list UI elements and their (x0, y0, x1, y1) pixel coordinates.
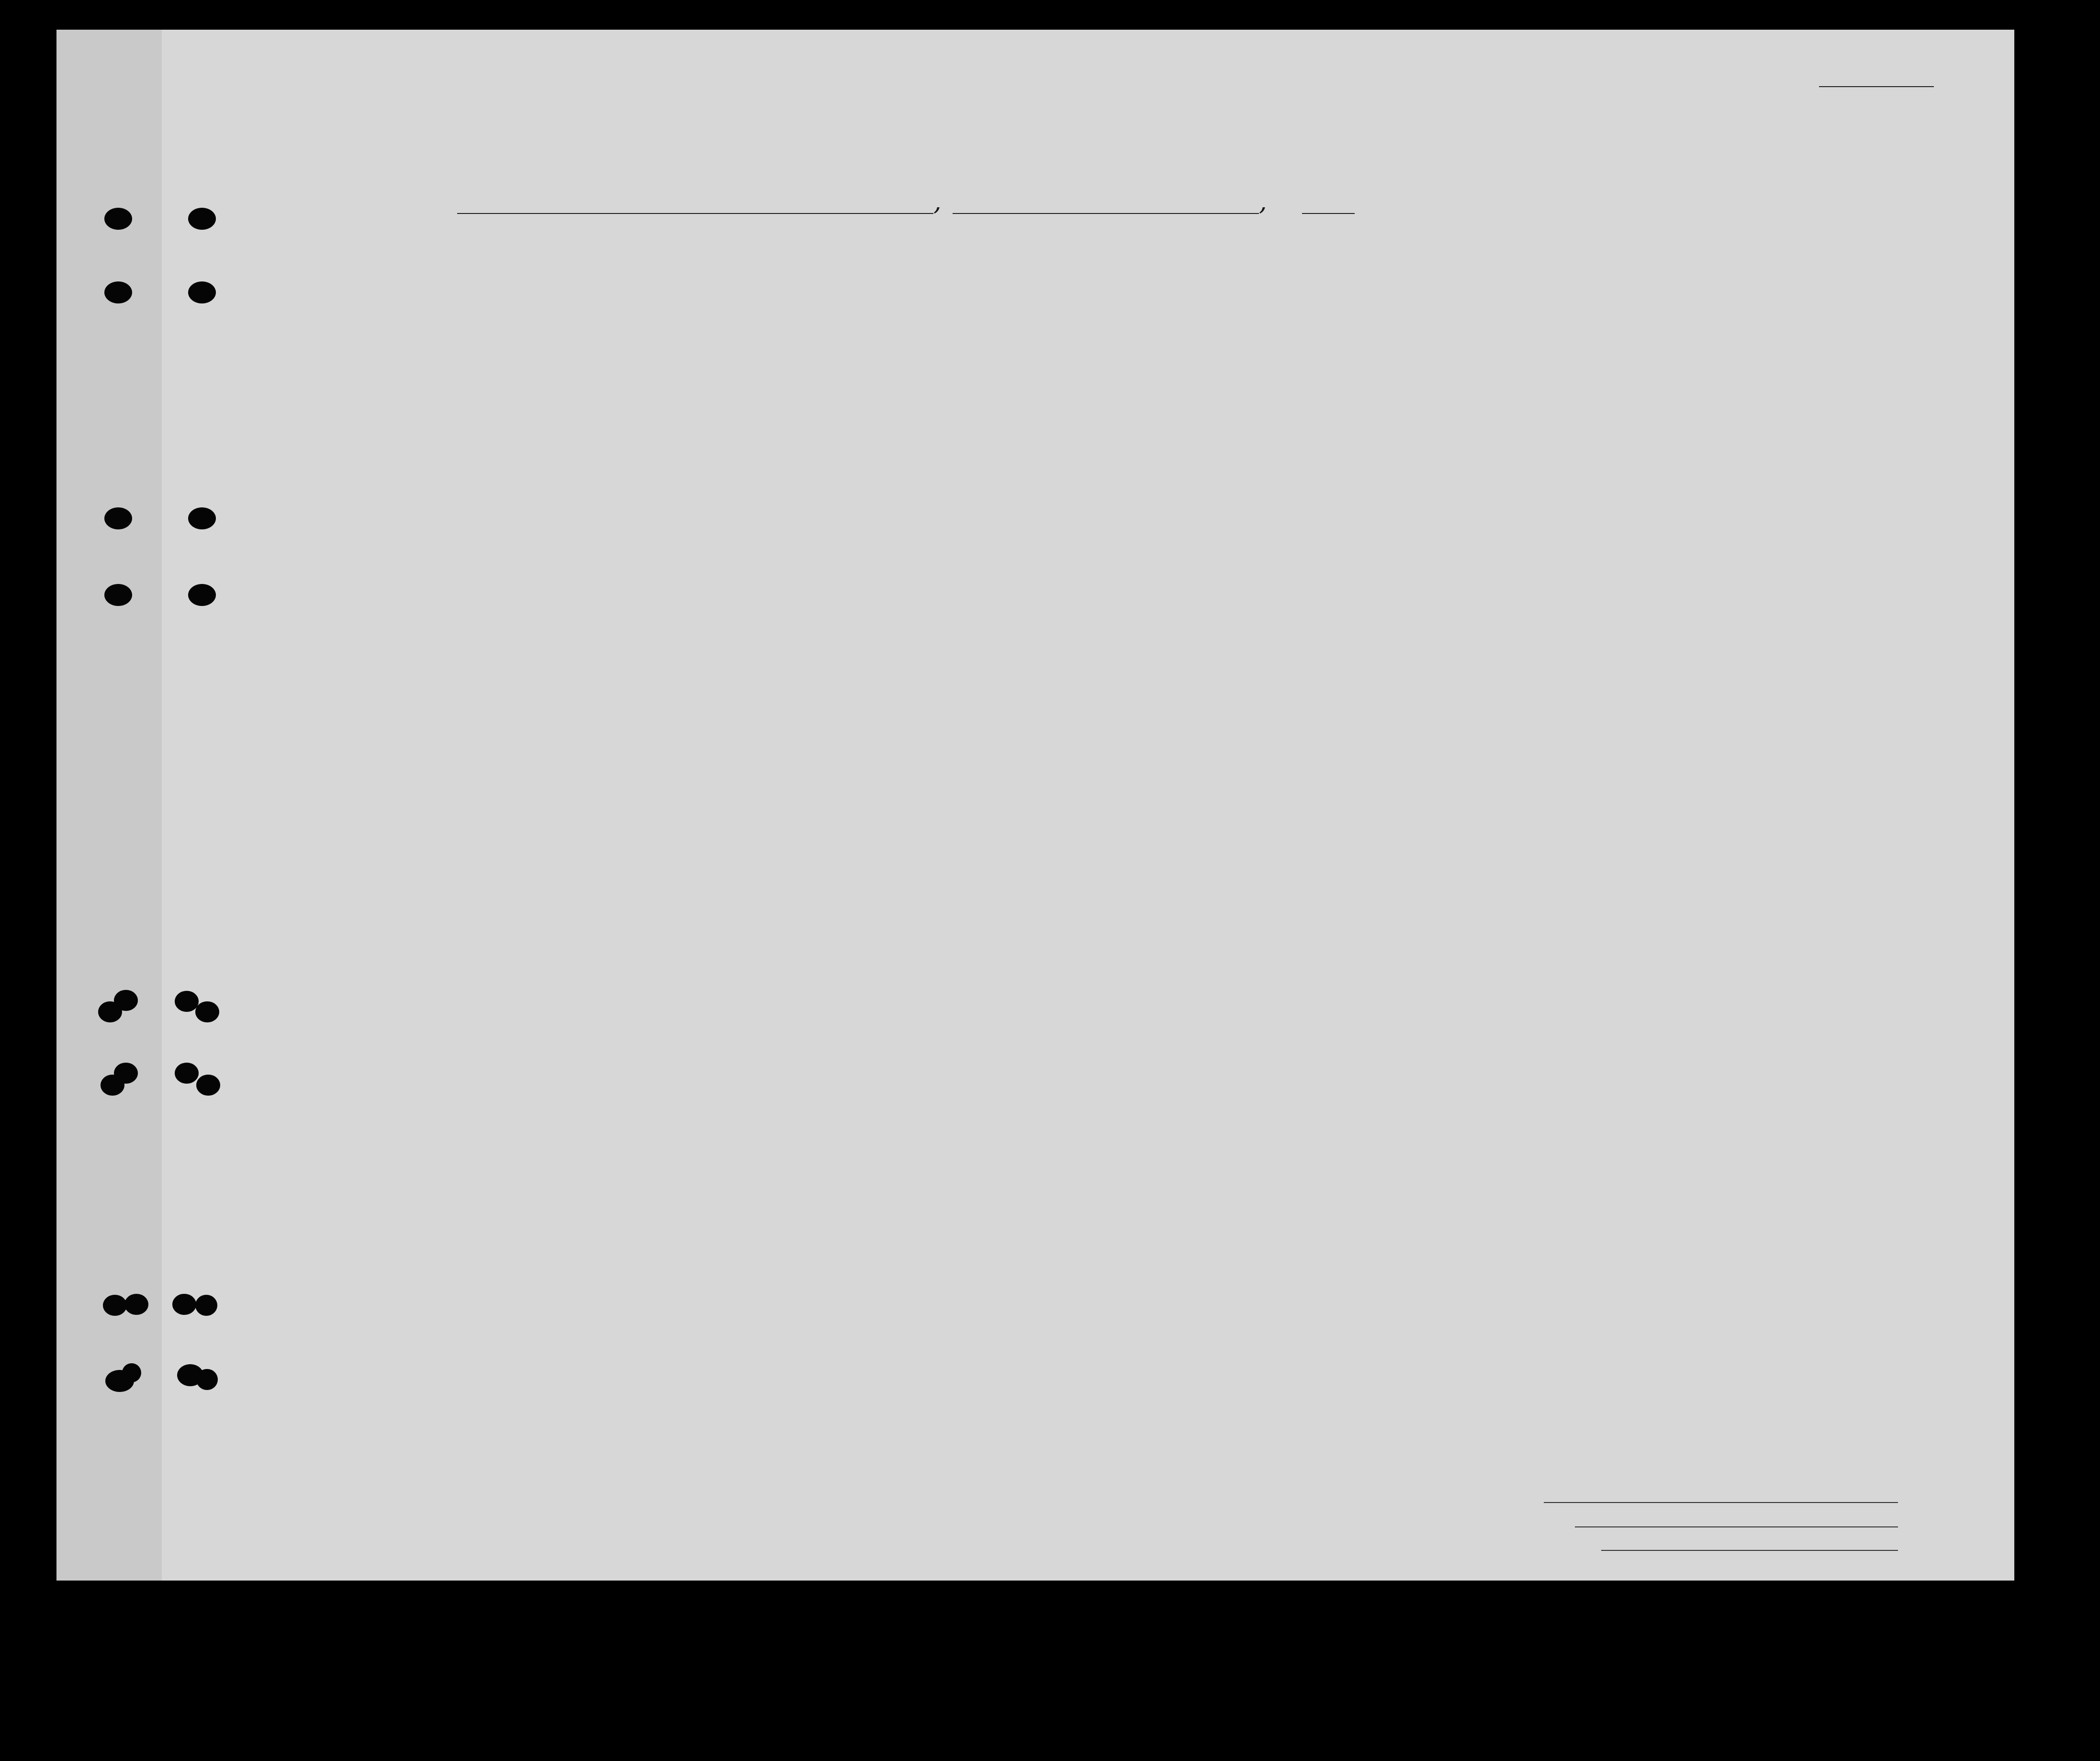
punch-hole (124, 1294, 148, 1315)
punch-hole (98, 1001, 122, 1022)
punch-hole (104, 208, 132, 230)
year-underline (1302, 213, 1355, 214)
punch-hole (104, 281, 132, 303)
date-underline (953, 213, 1259, 214)
port-underline (457, 213, 933, 214)
list-underline (1819, 86, 1934, 87)
punch-hole (104, 584, 132, 606)
punch-hole (175, 991, 199, 1012)
punch-hole (101, 1075, 124, 1096)
punch-hole (175, 1063, 199, 1084)
punch-hole (188, 208, 216, 230)
punch-hole (103, 1295, 127, 1316)
punch-hole (195, 1295, 217, 1316)
punch-hole (188, 507, 216, 529)
punch-hole (188, 281, 216, 303)
owners-underline (1575, 1526, 1898, 1527)
punch-hole (188, 584, 216, 606)
line-underline (1544, 1502, 1898, 1503)
agents-underline (1601, 1550, 1898, 1551)
comma-2: , (1259, 188, 1267, 216)
punch-hole (104, 507, 132, 529)
punch-hole (196, 1369, 218, 1390)
comma-1: , (933, 188, 942, 216)
punch-hole (196, 1075, 220, 1096)
punch-hole (172, 1294, 196, 1315)
punch-hole (195, 1001, 219, 1022)
punch-hole (122, 1363, 141, 1382)
